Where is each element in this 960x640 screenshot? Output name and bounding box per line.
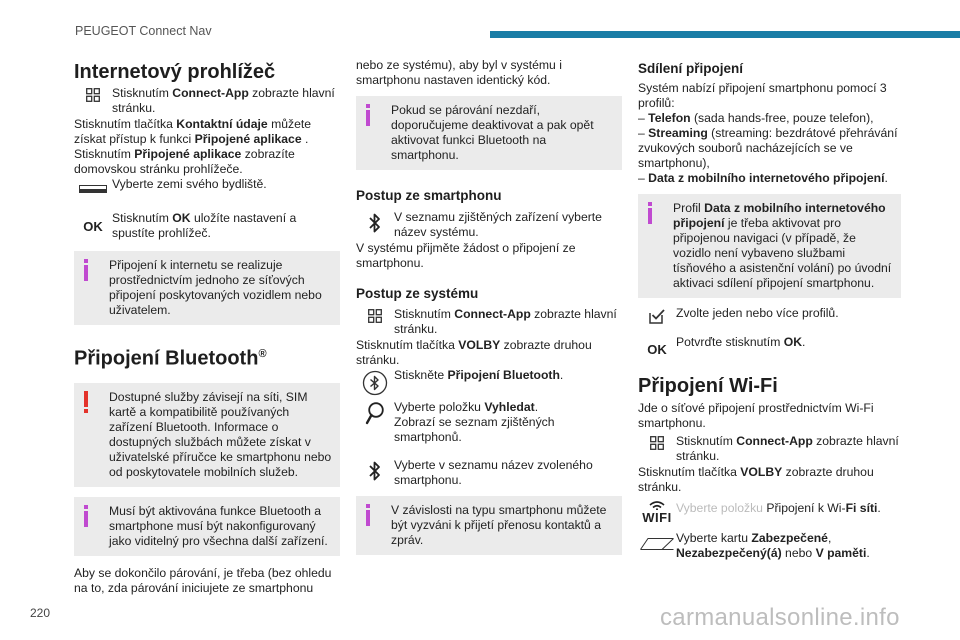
info-note-contacts-transfer: V závislosti na typu smartphonu můžete být vyzváni k přijetí přenosu kontaktů a zpráv. [356, 496, 622, 555]
heading-from-smartphone: Postup ze smartphonu [356, 188, 502, 203]
info-icon [84, 259, 88, 281]
tab-icon [638, 531, 676, 557]
column-middle [356, 58, 622, 555]
info-icon [366, 104, 370, 126]
step-select-system: V seznamu zjištěných zařízení vyberte název systému. [356, 210, 622, 240]
step-bluetooth-connection: Stiskněte Připojení Bluetooth. [356, 368, 622, 398]
step-connect-app: Stisknutím Connect-App zobrazte hlavní stránku. [74, 86, 340, 116]
profile-streaming: – Streaming (streaming: bezdrátové přehrávání zvukových souborů nacházejících se ve smartphonu), [638, 126, 898, 170]
step-choose-profiles: Zvolte jeden nebo více profilů. [638, 306, 908, 332]
ok-icon: OK [83, 219, 103, 234]
step-confirm-ok: OK Potvrďte stisknutím OK. [647, 335, 806, 357]
info-icon [366, 504, 370, 526]
warning-icon [84, 391, 88, 413]
checkbox-icon [638, 306, 676, 332]
heading-internet-browser: Internetový prohlížeč [74, 61, 276, 83]
grid-app-icon [638, 434, 676, 460]
info-icon [84, 505, 88, 527]
step-search: Vyberte položku Vyhledat. Zobrazí se seznam zjištěných smartphonů. [356, 400, 622, 445]
step-choose-from-list: Vyberte v seznamu název zvoleného smartphonu. [356, 458, 622, 488]
warning-note-bluetooth: Dostupné služby závisejí na síti, SIM kartě a kompatibilitě používaných zařízení Bluetooth. Informace o dostupných službách můžete získat v uživatelské příručce ke smartphonu nebo od poskytovatele mobilních služeb. [74, 383, 340, 487]
step-select-country: Vyberte zemi svého bydliště. [74, 177, 340, 203]
step-wifi-connection: WIFI Vyberte položku Připojení k Wi-Fi síti. [638, 495, 908, 527]
pairing-text-cont: nebo ze systému), aby byl v systému i smartphonu nastaven identický kód. [356, 58, 562, 87]
watermark: carmanualsonline.info [660, 604, 900, 631]
column-left [74, 60, 340, 596]
info-note-mobile-data: Profil Data z mobilního internetového připojení je třeba aktivovat pro připojenou navigaci (v případě, že vozidlo není vybaveno službami tísňového a asistenční volání) po úvodní aktivaci sdílení připojení smartphonu. [638, 194, 901, 298]
search-icon [356, 400, 394, 426]
country-bar-icon [74, 177, 112, 203]
heading-from-system: Postup ze systému [356, 286, 479, 301]
wifi-icon: WIFI [638, 495, 676, 527]
profiles-intro: Systém nabízí připojení smartphonu pomocí 3 profilů: [638, 81, 887, 110]
column-right [638, 60, 908, 562]
step-options-wifi: Stisknutím tlačítka VOLBY zobrazte druhou stránku. [638, 465, 874, 494]
bluetooth-icon [356, 458, 394, 484]
pairing-text: Aby se dokončilo párování, je třeba (bez ohledu na to, zda párování iniciujete ze smartphonu [74, 565, 332, 595]
heading-connection-sharing: Sdílení připojení [638, 61, 744, 76]
step-connect-app-3: Stisknutím Connect-App zobrazte hlavní stránku. [638, 434, 908, 464]
step-ok-start: OK Stisknutím OK uložíte nastavení a spustíte prohlížeč. [83, 211, 297, 240]
profile-mobile-data: – Data z mobilního internetového připojení. [638, 171, 888, 185]
info-note-pairing-failed: Pokud se párování nezdaří, doporučujeme deaktivovat a pak opět aktivovat funkci Bluetooth na smartphonu. [356, 96, 622, 170]
info-note-internet: Připojení k internetu se realizuje prostřednictvím jednoho ze síťových připojení poskytovaných vozidlem nebo uživatelem. [74, 251, 340, 325]
step-accept-request: V systému přijměte žádost o připojení ze smartphonu. [356, 241, 576, 270]
grid-app-icon [356, 307, 394, 333]
ok-icon: OK [647, 342, 667, 357]
info-note-visibility: Musí být aktivována funkce Bluetooth a smartphone musí být nakonfigurovaný jako viditelný pro všechna další zařízení. [74, 497, 340, 556]
step-select-tab: Vyberte kartu Zabezpečené, Nezabezpečený(á) nebo V paměti. [638, 531, 908, 561]
header-accent-bar [490, 31, 960, 38]
step-connect-app-2: Stisknutím Connect-App zobrazte hlavní stránku. [356, 307, 622, 337]
profile-telefon: – Telefon (sada hands-free, pouze telefon), [638, 111, 874, 125]
running-header: PEUGEOT Connect Nav [75, 24, 212, 38]
heading-wifi: Připojení Wi-Fi [638, 375, 778, 397]
bluetooth-icon [356, 210, 394, 236]
info-icon [648, 202, 652, 224]
wifi-intro: Jde o síťové připojení prostřednictvím Wi-Fi smartphonu. [638, 401, 874, 430]
heading-bluetooth: Připojení Bluetooth® [74, 347, 267, 370]
step-options: Stisknutím tlačítka VOLBY zobrazte druhou stránku. [356, 338, 592, 367]
page-number: 220 [30, 606, 51, 620]
grid-app-icon [74, 86, 112, 112]
bluetooth-circle-icon [356, 368, 394, 398]
step-connected-apps: Stisknutím Připojené aplikace zobrazíte domovskou stránku prohlížeče. [74, 147, 295, 176]
step-contact-info: Stisknutím tlačítka Kontaktní údaje můžete získat přístup k funkci Připojené aplikace . [74, 117, 312, 146]
